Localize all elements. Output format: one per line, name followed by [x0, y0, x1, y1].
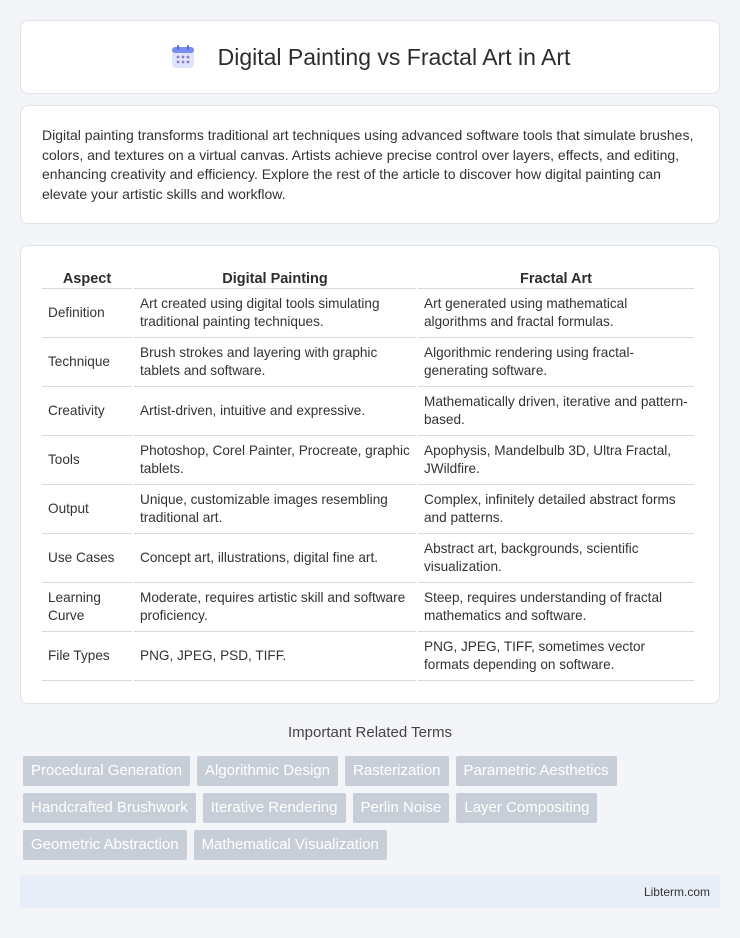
fractal-art-cell: Abstract art, backgrounds, scientific visualization. [418, 534, 694, 583]
aspect-cell: Definition [42, 289, 132, 338]
digital-painting-cell: Concept art, illustrations, digital fine art. [134, 534, 416, 583]
header-aspect: Aspect [42, 265, 132, 289]
digital-painting-cell: Photoshop, Corel Painter, Procreate, graphic tablets. [134, 436, 416, 485]
fractal-art-cell: PNG, JPEG, TIFF, sometimes vector formats depending on software. [418, 632, 694, 681]
aspect-cell: File Types [42, 632, 132, 681]
aspect-cell: Tools [42, 436, 132, 485]
table-row [42, 387, 694, 436]
intro-text: Digital painting transforms traditional art techniques using advanced software tools that simulate brushes, colors, and textures on a virtual canvas. Artists achieve precise control over layers, effects, and editing, enhancing creativity and efficiency. Explore the rest of the article to discover how digital painting can elevate your artistic skills and workflow. [42, 127, 694, 202]
digital-painting-cell: Unique, customizable images resembling traditional art. [134, 485, 416, 534]
related-term-tag[interactable]: Geometric Abstraction [23, 830, 187, 860]
related-term-tag[interactable]: Handcrafted Brushwork [23, 793, 196, 823]
aspect-cell: Creativity [42, 387, 132, 436]
aspect-cell: Output [42, 485, 132, 534]
table-row [42, 485, 694, 534]
fractal-art-cell: Complex, infinitely detailed abstract forms and patterns. [418, 485, 694, 534]
digital-painting-cell: PNG, JPEG, PSD, TIFF. [134, 632, 416, 681]
table-row [42, 289, 694, 338]
header [170, 44, 571, 71]
table-row [42, 583, 694, 632]
related-terms-title: Important Related Terms [288, 724, 452, 741]
related-term-tag[interactable]: Iterative Rendering [203, 793, 346, 823]
calendar-icon [170, 44, 196, 70]
related-terms-tags [23, 756, 723, 860]
comparison-table [40, 265, 696, 681]
related-term-tag[interactable]: Layer Compositing [456, 793, 597, 823]
fractal-art-cell: Apophysis, Mandelbulb 3D, Ultra Fractal, JWildfire. [418, 436, 694, 485]
related-term-tag[interactable]: Algorithmic Design [197, 756, 338, 786]
related-term-tag[interactable]: Perlin Noise [353, 793, 450, 823]
comparison-table-card [20, 245, 720, 704]
aspect-cell: Use Cases [42, 534, 132, 583]
fractal-art-cell: Algorithmic rendering using fractal-generating software. [418, 338, 694, 387]
fractal-art-cell: Art generated using mathematical algorithms and fractal formulas. [418, 289, 694, 338]
related-term-tag[interactable]: Parametric Aesthetics [456, 756, 617, 786]
table-row [42, 338, 694, 387]
footer [20, 875, 720, 908]
related-term-tag[interactable]: Procedural Generation [23, 756, 190, 786]
aspect-cell: Technique [42, 338, 132, 387]
digital-painting-cell: Moderate, requires artistic skill and software proficiency. [134, 583, 416, 632]
table-header-row [42, 265, 694, 289]
related-term-tag[interactable]: Rasterization [345, 756, 449, 786]
fractal-art-cell: Mathematically driven, iterative and pattern-based. [418, 387, 694, 436]
footer-brand-link[interactable]: Libterm.com [643, 884, 710, 899]
related-term-tag[interactable]: Mathematical Visualization [194, 830, 387, 860]
header-digital-painting: Digital Painting [134, 265, 416, 289]
intro-card [20, 105, 720, 224]
digital-painting-cell: Brush strokes and layering with graphic tablets and software. [134, 338, 416, 387]
aspect-cell: Learning Curve [42, 583, 132, 632]
digital-painting-cell: Artist-driven, intuitive and expressive. [134, 387, 416, 436]
digital-painting-cell: Art created using digital tools simulating traditional painting techniques. [134, 289, 416, 338]
header-fractal-art: Fractal Art [418, 265, 694, 289]
fractal-art-cell: Steep, requires understanding of fractal mathematics and software. [418, 583, 694, 632]
table-row [42, 632, 694, 681]
header-card [20, 20, 720, 94]
table-row [42, 534, 694, 583]
table-row [42, 436, 694, 485]
page-title: Digital Painting vs Fractal Art in Art [217, 43, 571, 70]
